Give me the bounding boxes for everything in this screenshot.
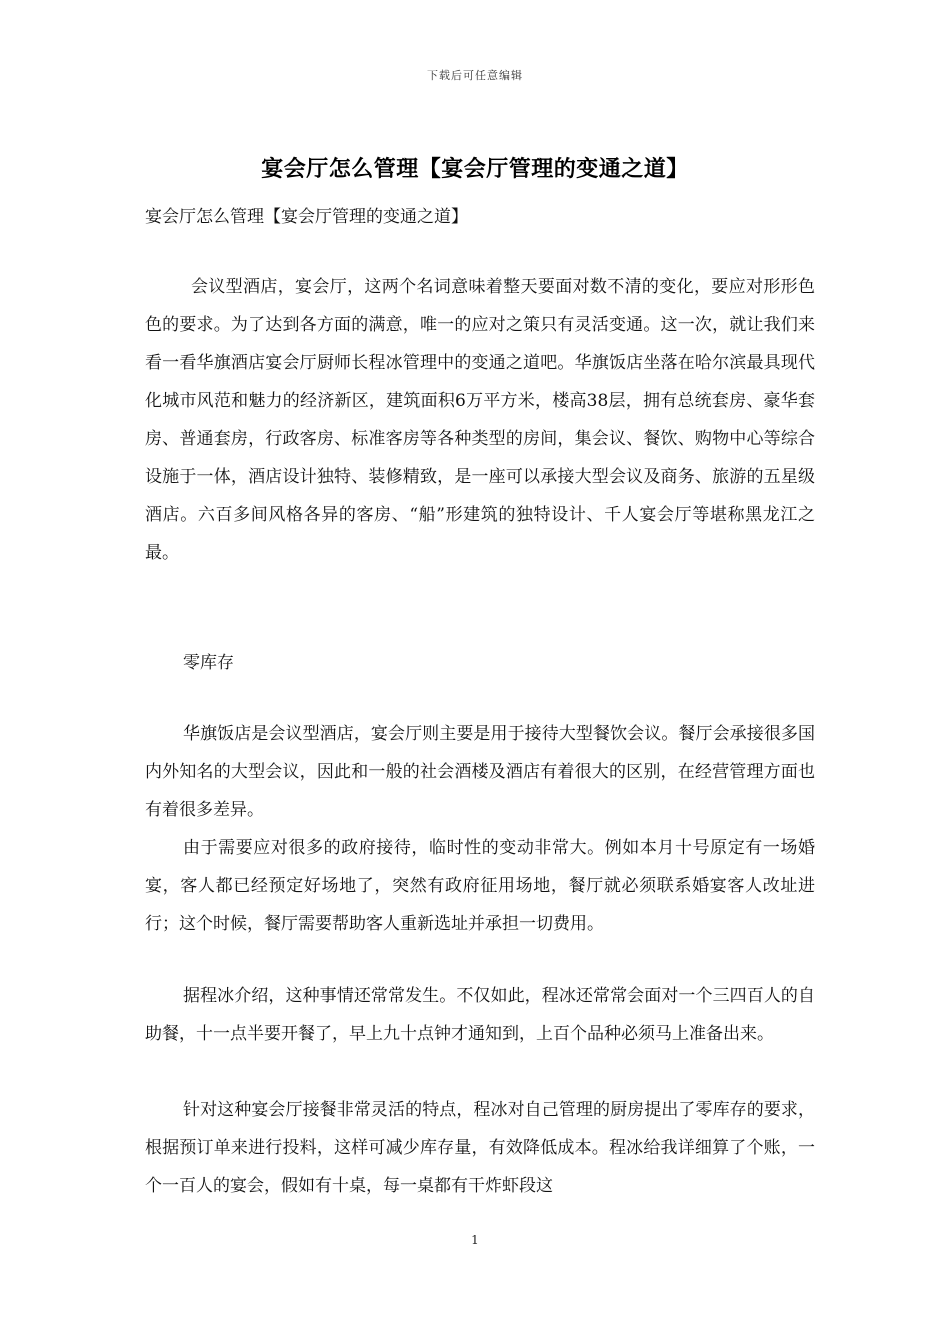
paragraph-hotel-type: 华旗饭店是会议型酒店，宴会厅则主要是用于接待大型餐饮会议。餐厅会承接很多国内外知名的大型会议，因此和一般的社会酒楼及酒店有着很大的区别，在经营管理方面也有着很多差异。 bbox=[145, 724, 815, 820]
section-heading: 零库存 bbox=[183, 653, 234, 673]
document-title: 宴会厅怎么管理【宴会厅管理的变通之道】 bbox=[261, 156, 689, 182]
paragraph-frequent-changes: 据程冰介绍，这种事情还常常发生。不仅如此，程冰还常常会面对一个三四百人的自助餐，十一点半要开餐了，早上九十点钟才通知到，上百个品种必须马上准备出来。 bbox=[145, 986, 815, 1044]
page-number: 1 bbox=[471, 1233, 479, 1247]
header-note: 下载后可任意编辑 bbox=[427, 69, 523, 82]
paragraph-zero-inventory: 针对这种宴会厅接餐非常灵活的特点，程冰对自己管理的厨房提出了零库存的要求，根据预订单来进行投料，这样可减少库存量，有效降低成本。程冰给我详细算了个账，一个一百人的宴会，假如有十桌，每一桌都有干炸虾段这 bbox=[145, 1100, 815, 1196]
paragraph-intro: 会议型酒店，宴会厅，这两个名词意味着整天要面对数不清的变化，要应对形形色色的要求。为了达到各方面的满意，唯一的应对之策只有灵活变通。这一次，就让我们来看一看华旗酒店宴会厅厨师长程冰管理中的变通之道吧。华旗饭店坐落在哈尔滨最具现代化城市风范和魅力的经济新区，建筑面积6万平方米，楼高38层，拥有总统套房、豪华套房、普通套房，行政客房、标准客房等各种类型的房间，集会议、餐饮、购物中心等综合设施于一体，酒店设计独特、装修精致，是一座可以承接大型会议及商务、旅游的五星级酒店。六百多间风格各异的客房、“船”形建筑的独特设计、千人宴会厅等堪称黑龙江之最。 bbox=[145, 277, 815, 563]
document-subtitle: 宴会厅怎么管理【宴会厅管理的变通之道】 bbox=[145, 207, 468, 227]
paragraph-government-reception: 由于需要应对很多的政府接待，临时性的变动非常大。例如本月十号原定有一场婚宴，客人都已经预定好场地了，突然有政府征用场地，餐厅就必须联系婚宴客人改址进行；这个时候，餐厅需要帮助客人重新选址并承担一切费用。 bbox=[145, 838, 815, 934]
